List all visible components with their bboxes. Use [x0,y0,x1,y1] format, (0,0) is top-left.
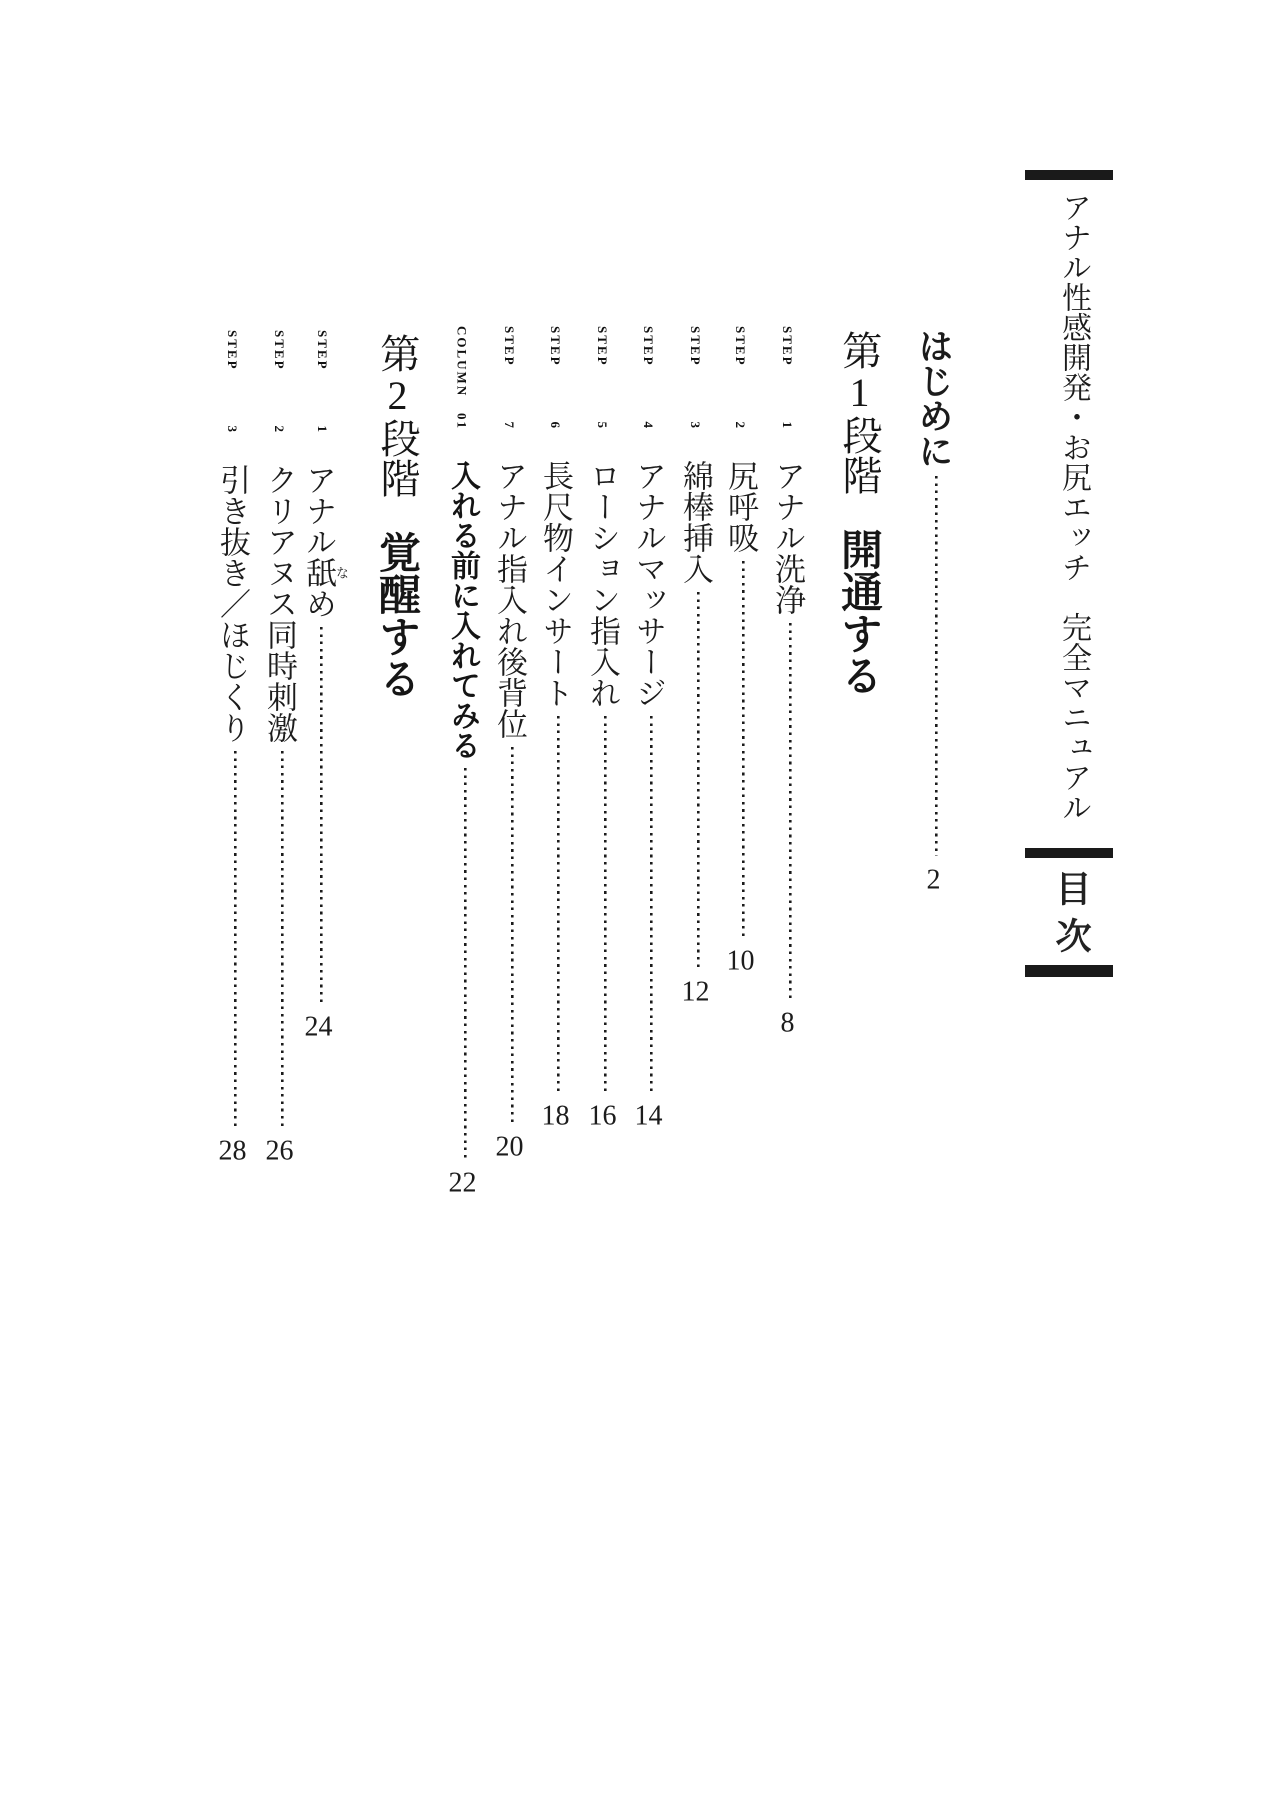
step-label: STEP 3 [225,330,240,434]
entry-title: 引き抜き／ほじくり [215,464,250,743]
entry-title: アナル指入れ後背位 [492,460,527,739]
step-label: STEP 2 [272,330,287,434]
entry-title: ローション指入れ [585,460,620,708]
dotted-leader [776,623,806,1003]
step-label: STEP 6 [548,326,563,430]
ruby-annotation: 舐な [301,557,349,588]
dotted-leader [684,592,714,972]
dotted-leader [268,751,298,1131]
page-number: 26 [265,1137,294,1165]
stage-title: 覚醒する [374,531,421,699]
page-number: 18 [541,1102,570,1130]
entry-title: クリアヌス同時刺激 [262,464,297,743]
entry-title: アナル洗浄 [770,460,805,615]
book-title: アナル性感開発・お尻エッチ 完全マニュアル [1057,192,1090,822]
page-number: 22 [448,1169,477,1197]
column-label: COLUMN 01 [454,326,470,430]
page-number: 20 [495,1133,524,1161]
section-heading-stage1 [829,330,889,696]
page-number: 2 [926,866,941,894]
toc-entry [626,326,671,1130]
dotted-leader [451,768,481,1163]
dotted-leader [544,716,574,1096]
step-label: STEP 2 [733,326,748,430]
dotted-leader [221,751,251,1131]
page-number: 24 [304,1013,333,1041]
toc-entry [487,326,532,1161]
section-heading-stage2 [367,333,427,699]
entry-title: 入れる前に入れてみる [446,460,479,760]
step-label: STEP 1 [314,330,330,434]
entry-title: 長尺物インサート [538,460,573,708]
page-number: 28 [218,1137,247,1165]
stage-number: 第2段階 [375,333,420,498]
step-label: STEP 7 [502,326,517,430]
toc-entry [296,330,349,1041]
entry-title: アナル舐なめ [301,464,349,619]
furigana: な [334,557,349,588]
page-number: 16 [588,1102,617,1130]
divider-bar-top [1025,170,1113,180]
toc-entry [673,326,718,1006]
dotted-leader [637,716,667,1096]
toc-entry-column [440,326,484,1197]
divider-bar-bottom [1025,965,1113,977]
toc-entry [580,326,625,1130]
dotted-leader [498,747,528,1127]
toc-entry [257,330,302,1165]
step-label: STEP 4 [641,326,656,430]
stage-title: 開通する [836,528,883,696]
dotted-leader [729,561,759,941]
dotted-leader [591,716,621,1096]
toc-entry [533,326,578,1130]
page-number: 12 [681,978,710,1006]
toc-entry [210,330,255,1165]
toc-entry [718,326,763,975]
entry-title: 尻呼吸 [723,460,758,553]
dotted-leader [922,476,952,860]
page-number: 8 [780,1009,795,1037]
dotted-leader [307,627,337,1007]
step-label: STEP 1 [780,326,795,430]
toc-entry-intro [908,328,958,894]
step-label: STEP 5 [595,326,610,430]
intro-label: はじめに [914,328,953,468]
divider-bar-middle [1025,848,1113,858]
entry-title: アナルマッサージ [631,460,666,708]
page-number: 10 [726,947,755,975]
step-label: STEP 3 [688,326,703,430]
page-number: 14 [634,1102,663,1130]
toc-entry [765,326,810,1037]
toc-title: 目次 [1051,870,1092,964]
stage-number: 第1段階 [837,330,882,495]
entry-title: 綿棒挿入 [678,460,713,584]
